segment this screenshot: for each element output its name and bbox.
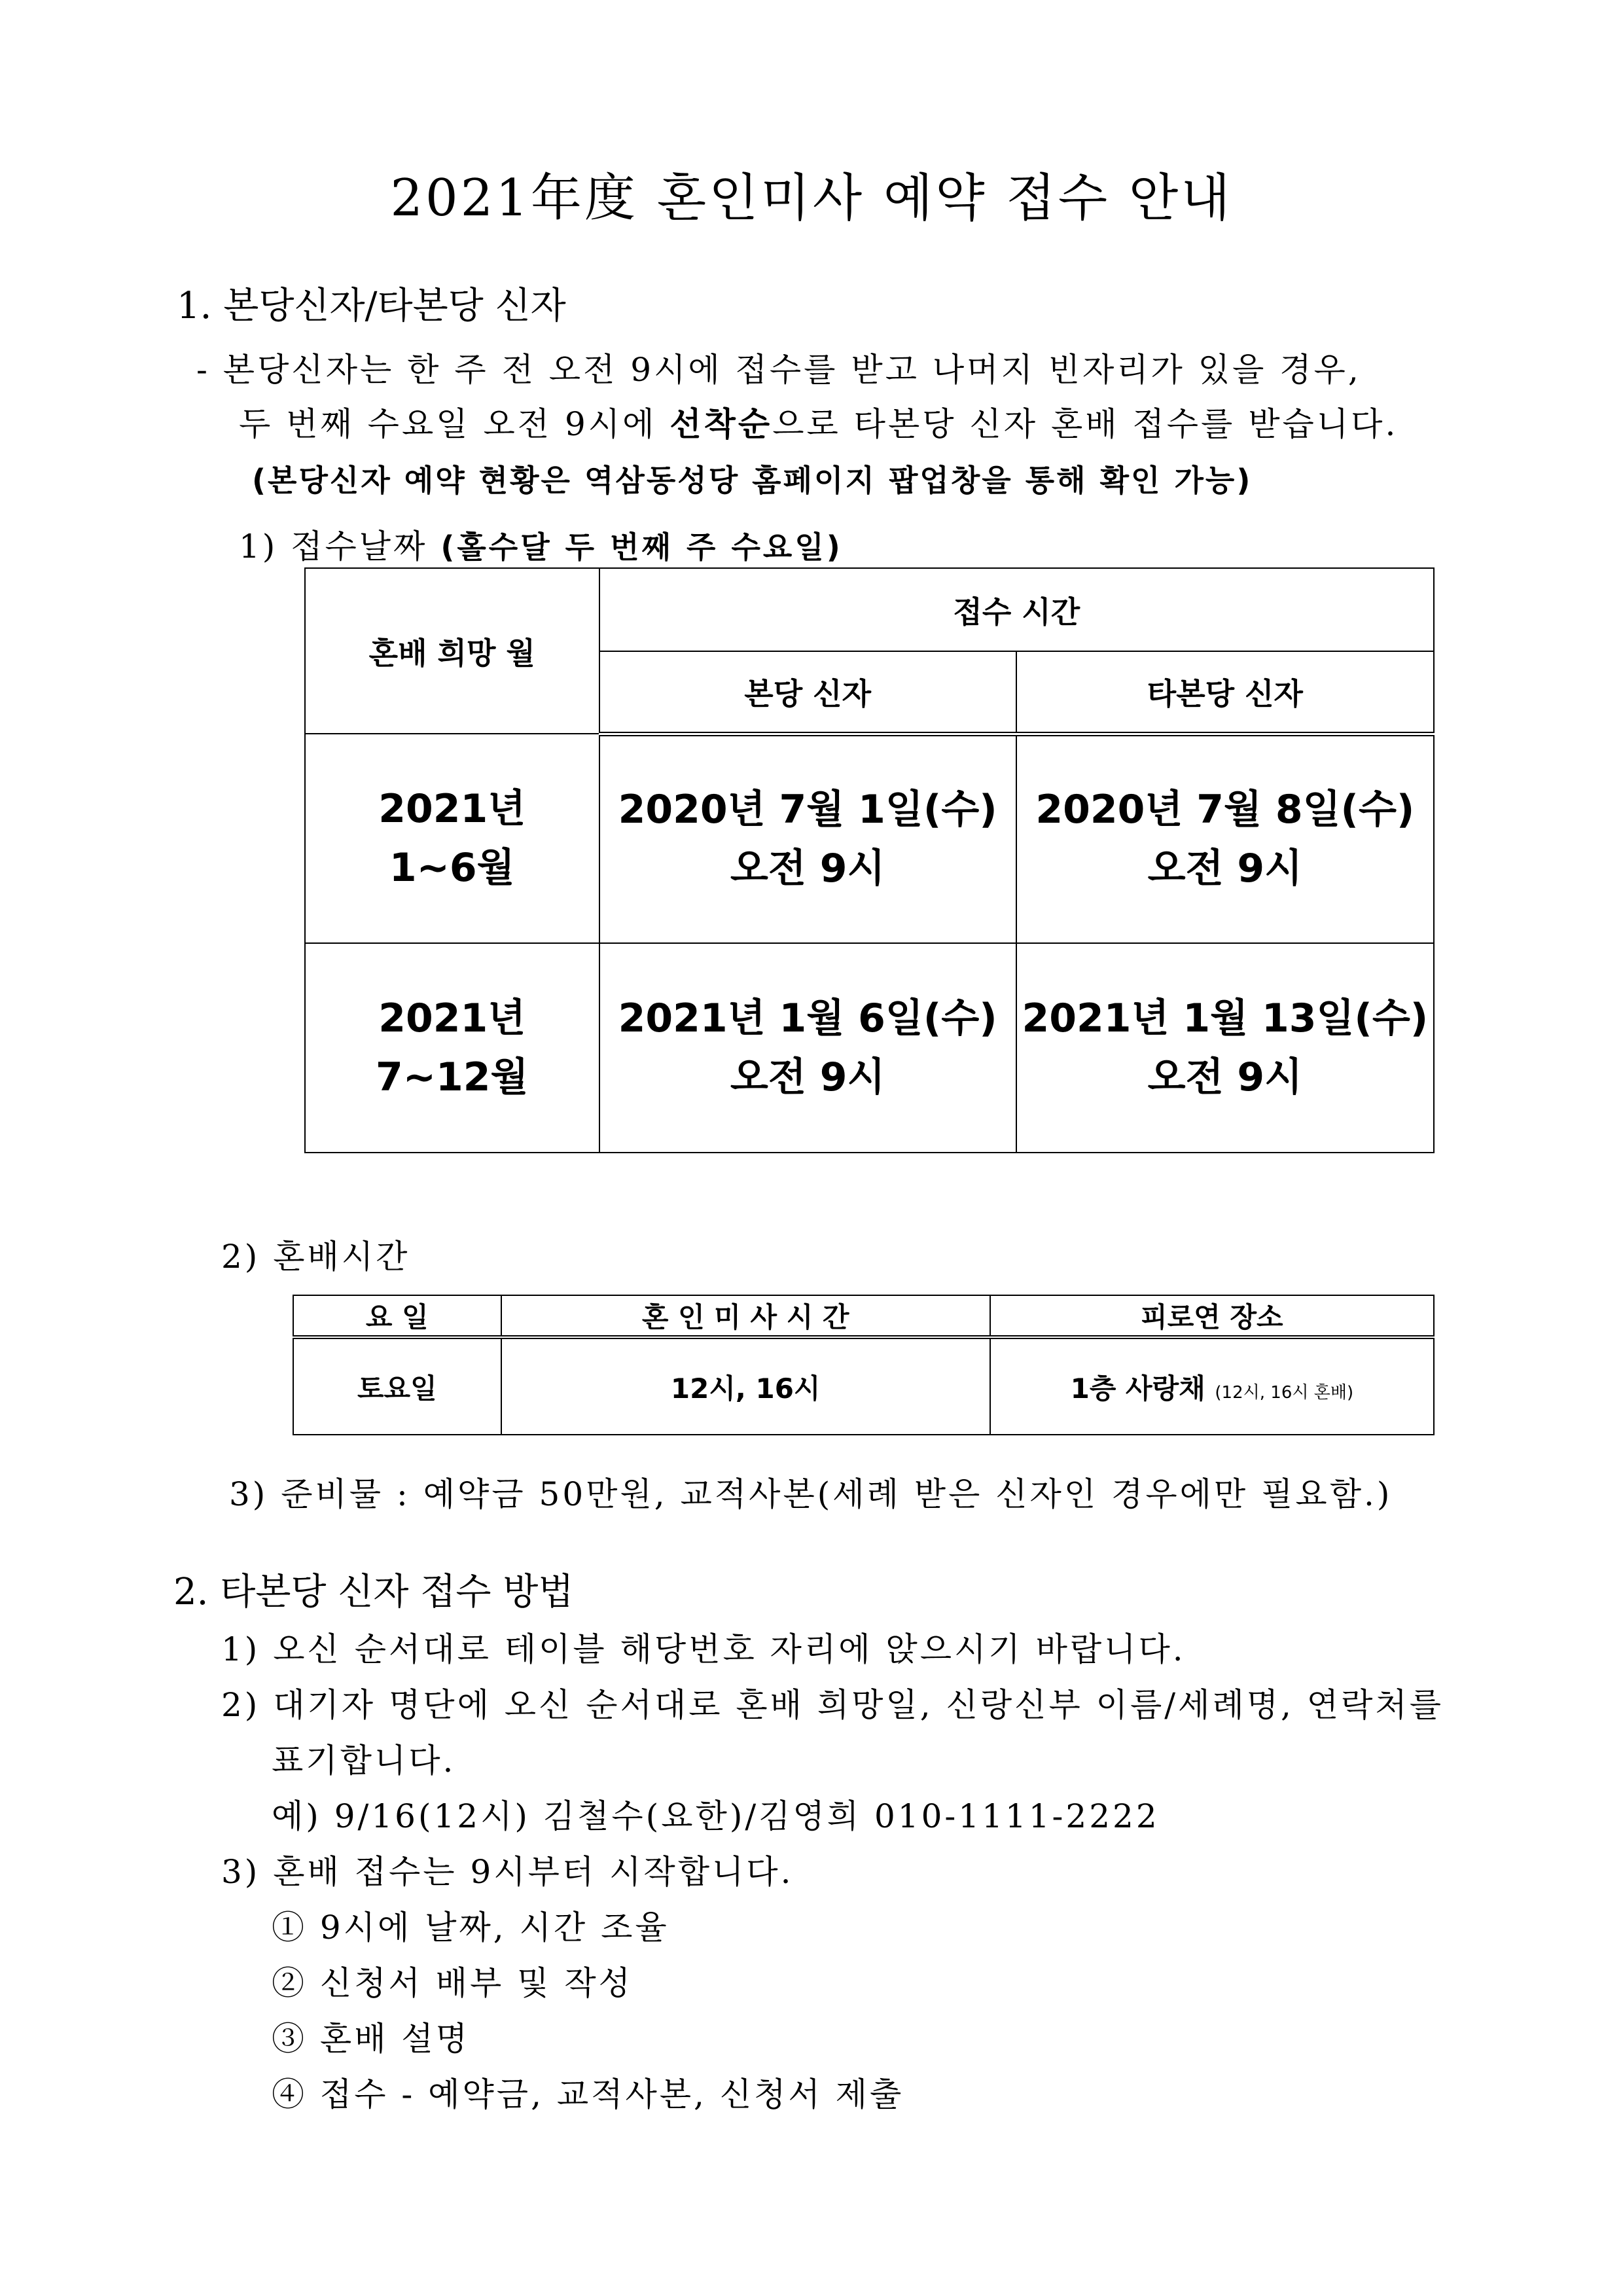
header-venue: 피로연 장소 xyxy=(990,1295,1434,1337)
header-month: 혼배 희망 월 xyxy=(305,568,599,734)
venue-note: (12시, 16시 혼배) xyxy=(1215,1382,1354,1403)
parish-cell: 2021년 1월 6일(수) 오전 9시 xyxy=(599,943,1016,1153)
desc-line-2-post: 으로 타본당 신자 혼배 접수를 받습니다. xyxy=(772,405,1399,443)
header-other: 타본당 신자 xyxy=(1016,651,1434,734)
table-row xyxy=(293,1337,1434,1435)
other-cell: 2021년 1월 13일(수) 오전 9시 xyxy=(1016,943,1434,1153)
section-1-note: (본당신자 예약 현황은 역삼동성당 홈페이지 팝업창을 통해 확인 가능) xyxy=(252,463,1253,498)
section-2-item-2-line-1: 2) 대기자 명단에 오신 순서대로 혼배 희망일, 신랑신부 이름/세례명, 연락처를 xyxy=(221,1686,1444,1724)
step-item: ② 신청서 배부 및 작성 xyxy=(272,1964,633,2002)
sub-1-heading xyxy=(239,520,843,567)
section-2-item-2-line-2: 표기합니다. xyxy=(272,1742,456,1780)
schedule-table xyxy=(304,567,1435,1153)
section-2-heading: 2. 타본당 신자 접수 방법 xyxy=(173,1571,574,1613)
section-2-item-1: 1) 오신 순서대로 테이블 해당번호 자리에 앉으시기 바랍니다. xyxy=(221,1630,1186,1668)
header-parish: 본당 신자 xyxy=(599,651,1016,734)
page-title: 2021年度 혼인미사 예약 접수 안내 xyxy=(390,169,1233,228)
month-cell: 2021년 1~6월 xyxy=(305,734,599,943)
section-2-item-3: 3) 혼배 접수는 9시부터 시작합니다. xyxy=(221,1853,794,1891)
step-item: ④ 접수 - 예약금, 교적사본, 신청서 제출 xyxy=(272,2075,904,2113)
sub-2-heading: 2) 혼배시간 xyxy=(221,1238,410,1276)
desc-line-2-bold: 선착순 xyxy=(669,405,773,443)
month-cell: 2021년 7~12월 xyxy=(305,943,599,1153)
table-row xyxy=(305,734,1434,943)
table-row xyxy=(305,943,1434,1153)
sub-1-bold: (홀수달 두 번째 주 수요일) xyxy=(440,529,843,565)
other-cell: 2020년 7월 8일(수) 오전 9시 xyxy=(1016,734,1434,943)
step-item: ① 9시에 날짜, 시간 조율 xyxy=(272,1909,669,1946)
section-1-desc-line-1: - 본당신자는 한 주 전 오전 9시에 접수를 받고 나머지 빈자리가 있을 경우, xyxy=(196,351,1361,389)
venue-name: 1층 사랑채 xyxy=(1070,1372,1205,1405)
step-item: ③ 혼배 설명 xyxy=(272,2020,470,2058)
sub-1-label: 1) 접수날짜 xyxy=(239,528,441,565)
header-day: 요 일 xyxy=(293,1295,501,1337)
section-2-example: 예) 9/16(12시) 김철수(요한)/김영희 010-1111-2222 xyxy=(272,1797,1160,1835)
mass-time-table xyxy=(293,1295,1435,1435)
section-1-heading: 1. 본당신자/타본당 신자 xyxy=(177,285,566,327)
sub-3-text: 3) 준비물 : 예약금 50만원, 교적사본(세례 받은 신자인 경우에만 필요함.) xyxy=(229,1475,1393,1513)
day-cell: 토요일 xyxy=(293,1337,501,1435)
section-1-desc-line-2 xyxy=(239,398,1398,445)
header-mass-time: 혼 인 미 사 시 간 xyxy=(501,1295,990,1337)
mass-time-cell: 12시, 16시 xyxy=(501,1337,990,1435)
header-time: 접수 시간 xyxy=(599,568,1434,651)
venue-cell xyxy=(990,1337,1434,1435)
desc-line-2-pre: 두 번째 수요일 오전 9시에 xyxy=(239,405,670,443)
parish-cell: 2020년 7월 1일(수) 오전 9시 xyxy=(599,734,1016,943)
